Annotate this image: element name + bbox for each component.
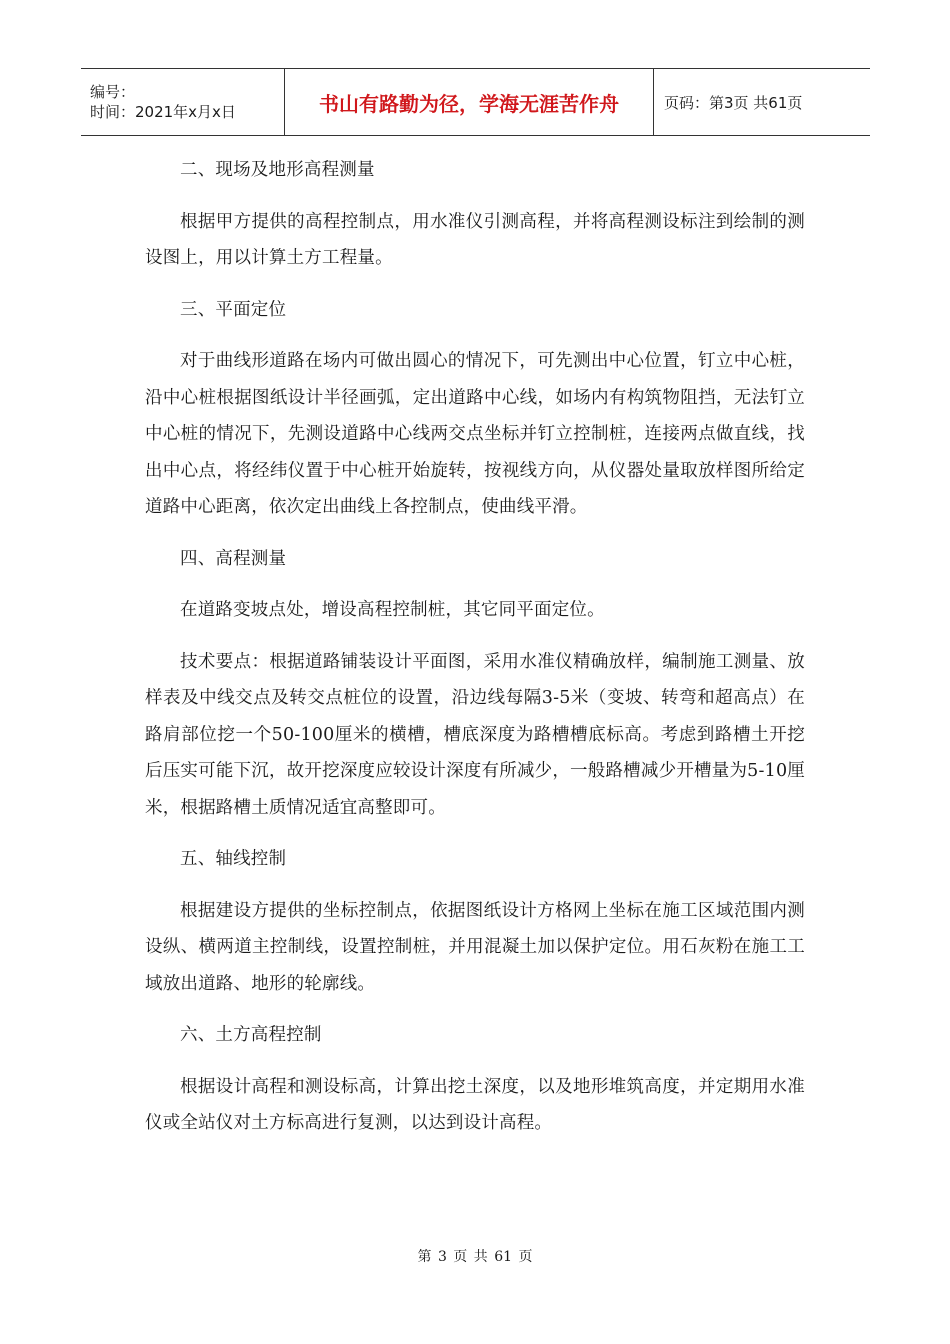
paragraph-axis-control: 根据建设方提供的坐标控制点，依据图纸设计方格网上坐标在施工区域范围内测设纵、横两道主控制线，设置控制桩，并用混凝土加以保护定位。用石灰粉在施工工域放出道路、地形的轮廓线。 <box>145 900 805 994</box>
header-page-info: 页码：第3页 共61页 <box>664 93 803 112</box>
header-motto: 书山有路勤为径，学海无涯苦作舟 <box>284 69 654 135</box>
section-heading-elevation: 四、高程测量 <box>180 548 287 569</box>
section-heading-earthwork-elevation: 六、土方高程控制 <box>180 1025 322 1045</box>
paragraph-plane-positioning: 对于曲线形道路在场内可做出圆心的情况下，可先测出中心位置，钉立中心桩，沿中心桩根据图纸设计半径画弧，定出道路中心线，如场内有构筑物阻挡，无法钉立中心桩的情况下，先测设道路中心线两交点坐标并钉立控制桩，连接两点做直线，找出中心点，将经纬仪置于中心桩开始旋转，按视线方向，从仪器处量取放样图所给定道路中心距离，依次定出曲线上各控制点，使曲线平滑。 <box>145 351 805 517</box>
paragraph-elevation: 在道路变坡点处，增设高程控制桩，其它同平面定位。 <box>180 600 605 620</box>
section-heading-plane-positioning: 三、平面定位 <box>180 299 287 320</box>
document-date: 时间：2021年x月x日 <box>90 103 236 121</box>
page-footer: 第 3 页 共 61 页 <box>417 1249 533 1265</box>
document-number-label: 编号： <box>90 83 136 101</box>
section-heading-survey: 二、现场及地形高程测量 <box>180 160 375 180</box>
paragraph-earthwork-elevation: 根据设计高程和测设标高，计算出挖土深度，以及地形堆筑高度，并定期用水准仪或全站仪对土方标高进行复测，以达到设计高程。 <box>145 1076 805 1133</box>
paragraph-technical-points: 技术要点：根据道路铺装设计平面图，采用水准仪精确放样，编制施工测量、放样表及中线交点及转交点桩位的设置，沿边线每隔3-5米（变坡、转弯和超高点）在路肩部位挖一个50-100厘米的横槽，槽底深度为路槽槽底标高。考虑到路槽土开挖后压实可能下沉，故开挖深度应较设计深度有所减少，一般路槽减少开槽量为5-10厘米，根据路槽土质情况适宜高整即可。 <box>145 651 805 818</box>
page-header <box>81 68 870 136</box>
section-heading-axis-control: 五、轴线控制 <box>180 849 287 869</box>
paragraph-survey: 根据甲方提供的高程控制点，用水准仪引测高程，并将高程测设标注到绘制的测设图上，用以计算土方工程量。 <box>145 211 805 268</box>
header-meta <box>81 69 284 135</box>
document-body <box>145 152 805 1157</box>
